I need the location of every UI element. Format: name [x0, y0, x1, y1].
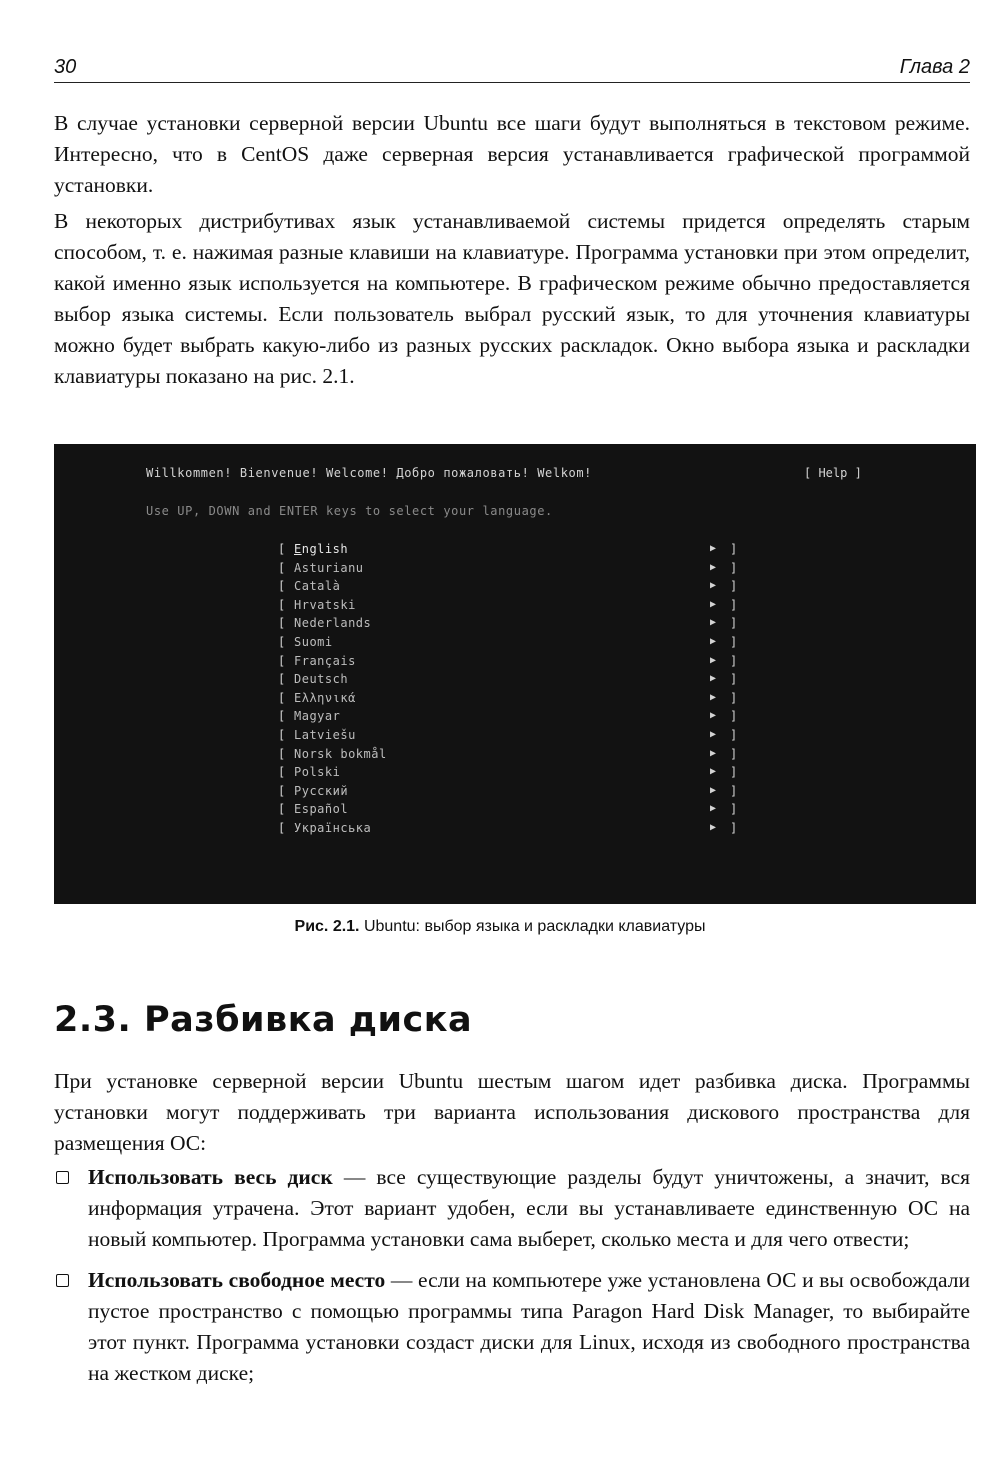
bracket-right: ] — [730, 542, 738, 556]
submenu-arrow-icon: ▶ — [710, 784, 717, 796]
bracket-right: ] — [730, 597, 738, 612]
bracket-left: [ — [278, 802, 286, 817]
language-name: Русский — [294, 783, 349, 798]
chapter-label: Глава 2 — [899, 56, 970, 78]
bracket-left: [ — [278, 597, 286, 612]
paragraph-2: В некоторых дистрибутивах язык устанавливаемой системы придется определять старым способом, т. е. нажимая разные клавиши на клавиатуре. Программа установки при этом определит, какой именно язык используется на компьютере. В графическом режиме обычно предоставляется выбор языка системы. Если пользователь выбрал русский язык, то для уточнения клавиатуры можно будет выбрать какую-либо из разных русских раскладок. Окно выбора языка и раскладки клавиатуры показано на рис. 2.1. — [54, 209, 970, 388]
language-option[interactable] — [278, 652, 738, 671]
language-option[interactable] — [278, 800, 738, 819]
terminal-welcome-line: Willkommen! Bienvenue! Welcome! Добро пожаловать! Welkom! — [146, 466, 593, 480]
language-name: Hrvatski — [294, 597, 356, 612]
checkbox-bullet-icon — [56, 1274, 69, 1287]
bracket-right: ] — [730, 765, 738, 780]
bracket-left: [ — [278, 542, 286, 556]
figure-caption-text: Ubuntu: выбор языка и раскладки клавиатуры — [363, 918, 706, 935]
language-name: Українська — [294, 820, 372, 835]
bullet-item — [54, 1162, 970, 1255]
language-name: Deutsch — [294, 672, 349, 687]
checkbox-bullet-icon — [56, 1171, 69, 1184]
figure-terminal-screenshot — [54, 444, 976, 904]
language-name: Magyar — [294, 709, 341, 724]
language-name: Polski — [294, 765, 341, 780]
submenu-arrow-icon: ▶ — [710, 747, 717, 759]
language-option[interactable] — [278, 596, 738, 615]
bracket-left: [ — [278, 690, 286, 705]
bracket-left: [ — [278, 746, 286, 761]
submenu-arrow-icon: ▶ — [710, 543, 717, 554]
paragraph-1: В случае установки серверной версии Ubuntu все шаги будут выполняться в текстовом режиме. Интересно, что в CentOS даже серверная версия устанавливается графической программой установки. — [54, 111, 970, 197]
bracket-right: ] — [730, 709, 738, 724]
bracket-left: [ — [278, 727, 286, 742]
submenu-arrow-icon: ▶ — [710, 766, 717, 778]
figure-label: Рис. 2.1. — [294, 918, 360, 935]
bracket-right: ] — [730, 653, 738, 668]
language-name: Suomi — [294, 634, 333, 649]
bracket-left: [ — [278, 653, 286, 668]
bracket-right: ] — [730, 783, 738, 798]
submenu-arrow-icon: ▶ — [710, 635, 717, 647]
language-option[interactable] — [278, 559, 738, 578]
bracket-left: [ — [278, 616, 286, 631]
terminal-help-button: [ Help ] — [804, 466, 862, 480]
page-number: 30 — [54, 56, 77, 78]
submenu-arrow-icon: ▶ — [710, 710, 717, 722]
language-option[interactable] — [278, 689, 738, 708]
bracket-right: ] — [730, 616, 738, 631]
figure-caption — [0, 918, 1000, 936]
submenu-arrow-icon: ▶ — [710, 598, 717, 610]
language-option[interactable] — [278, 633, 738, 652]
submenu-arrow-icon: ▶ — [710, 617, 717, 629]
bullet-list — [54, 1162, 970, 1399]
terminal-hint-line: Use UP, DOWN and ENTER keys to select your language. — [146, 504, 553, 518]
bracket-right: ] — [730, 634, 738, 649]
section-title: 2.3. Разбивка диска — [54, 1000, 473, 1040]
language-option[interactable] — [278, 614, 738, 633]
submenu-arrow-icon: ▶ — [710, 654, 717, 666]
bracket-left: [ — [278, 672, 286, 687]
page-header — [54, 52, 970, 83]
submenu-arrow-icon: ▶ — [710, 580, 717, 592]
bullet-item — [54, 1265, 970, 1389]
bullet-text: — если на компьютере уже установлена ОС и вы освобождали пустое пространство с помощью программы типа Paragon Hard Disk Manager, то выбирайте этот пункт. Программа установки создаст диски для Linux, исходя из свободного пространства на жестком диске; — [88, 1268, 970, 1385]
language-option[interactable] — [278, 763, 738, 782]
language-name: Nederlands — [294, 616, 372, 631]
bracket-right: ] — [730, 690, 738, 705]
bracket-left: [ — [278, 765, 286, 780]
language-list — [278, 540, 738, 838]
submenu-arrow-icon: ▶ — [710, 691, 717, 703]
language-option[interactable] — [278, 577, 738, 596]
bullet-term: Использовать весь диск — [88, 1165, 333, 1189]
bracket-right: ] — [730, 672, 738, 687]
language-name: Català — [294, 579, 341, 594]
language-option[interactable] — [278, 745, 738, 764]
paragraph-3: При установке серверной версии Ubuntu шестым шагом идет разбивка диска. Программы установки могут поддерживать три варианта использования дискового пространства для размещения ОС: — [54, 1069, 970, 1155]
language-option[interactable] — [278, 726, 738, 745]
bracket-right: ] — [730, 802, 738, 817]
language-name: Ελληνικά — [294, 690, 356, 705]
language-option[interactable] — [278, 707, 738, 726]
bracket-left: [ — [278, 560, 286, 575]
bracket-right: ] — [730, 746, 738, 761]
bracket-left: [ — [278, 820, 286, 835]
language-name: Français — [294, 653, 356, 668]
submenu-arrow-icon: ▶ — [710, 561, 717, 573]
language-name: Asturianu — [294, 560, 364, 575]
submenu-arrow-icon: ▶ — [710, 821, 717, 833]
language-name: English — [294, 542, 349, 556]
bracket-right: ] — [730, 560, 738, 575]
submenu-arrow-icon: ▶ — [710, 728, 717, 740]
bullet-term: Использовать свободное место — [88, 1268, 386, 1292]
language-name: Latviešu — [294, 727, 356, 742]
bracket-left: [ — [278, 709, 286, 724]
bullet-text: — все существующие разделы будут уничтожены, а значит, вся информация утрачена. Этот вариант удобен, если вы устанавливаете единственную ОС на новый компьютер. Программа установки сама выберет, сколько места и для чего отвести; — [88, 1165, 971, 1251]
language-option[interactable] — [278, 782, 738, 801]
bracket-left: [ — [278, 634, 286, 649]
submenu-arrow-icon: ▶ — [710, 673, 717, 685]
bracket-left: [ — [278, 579, 286, 594]
language-option[interactable] — [278, 819, 738, 838]
submenu-arrow-icon: ▶ — [710, 803, 717, 815]
language-name: Español — [294, 802, 349, 817]
bracket-right: ] — [730, 820, 738, 835]
bracket-right: ] — [730, 579, 738, 594]
bracket-left: [ — [278, 783, 286, 798]
language-option[interactable] — [278, 540, 738, 559]
language-option[interactable] — [278, 670, 738, 689]
language-name: Norsk bokmål — [294, 746, 387, 761]
bracket-right: ] — [730, 727, 738, 742]
